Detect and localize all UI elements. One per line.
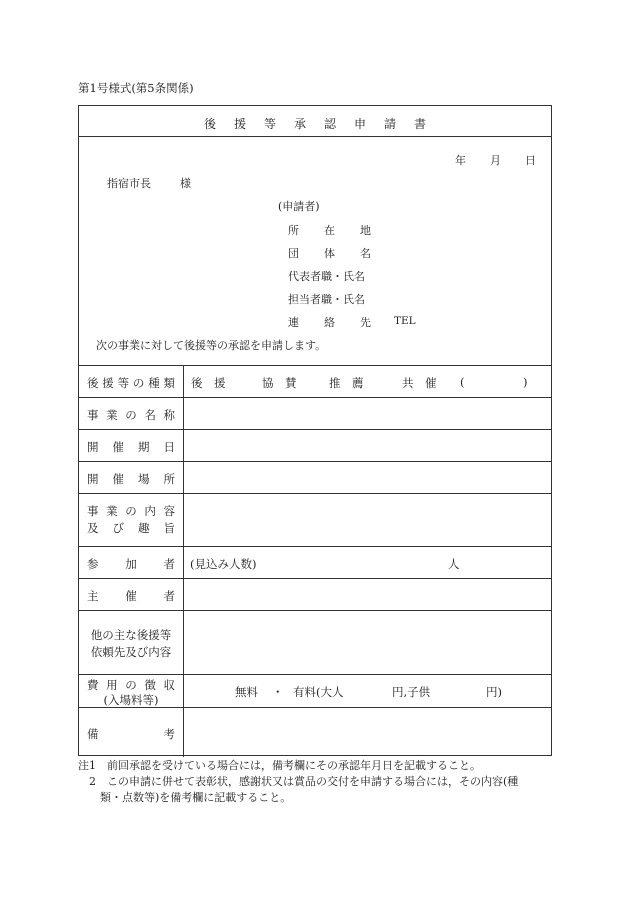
date-month: 月 xyxy=(490,154,501,167)
participants-unit: 人 xyxy=(448,557,460,571)
label-char: 及 xyxy=(87,521,99,535)
label-char: 業 xyxy=(106,504,118,518)
label-char: 等 xyxy=(117,376,130,390)
row-venue xyxy=(79,461,551,493)
request-sentence: 次の事業に対して後援等の承認を申請します。 xyxy=(96,339,327,352)
applicant-field-representative: 代表者職・氏名 xyxy=(288,270,365,283)
label-char: 所 xyxy=(163,472,175,486)
row-period xyxy=(79,429,551,461)
label-char: 費 xyxy=(87,678,99,692)
application-form xyxy=(78,105,552,756)
row-support-type xyxy=(79,365,551,397)
label-char: 業 xyxy=(106,408,118,422)
label-char: 用 xyxy=(106,678,118,692)
label-char: 内 xyxy=(144,504,156,518)
label-char: 参 xyxy=(87,557,99,571)
field-char: 在 xyxy=(324,224,335,237)
addressee: 指宿市長 xyxy=(107,177,151,190)
note-2-line1: 2 この申請に併せて表彰状，感謝状又は賞品の交付を申請する場合には，その内容(種 xyxy=(78,775,519,788)
option-kyousan[interactable]: 協 賛 xyxy=(262,376,297,390)
date-year: 年 xyxy=(455,154,466,167)
note-1: 注1 前回承認を受けている場合には，備考欄にその承認年月日を記載すること。 xyxy=(78,759,481,772)
title-char: 等 xyxy=(263,117,276,131)
other-support-label xyxy=(79,611,184,674)
option-kyousai[interactable]: 共 催 xyxy=(402,376,437,390)
option-suisen[interactable]: 推 薦 xyxy=(329,376,364,390)
field-char: 地 xyxy=(360,224,371,237)
other-close-paren: ) xyxy=(523,375,528,389)
label-char: 開 xyxy=(87,440,99,454)
project-name-label xyxy=(79,398,184,429)
label-char: の xyxy=(132,376,145,390)
other-support-label-line2: 依頼先及び内容 xyxy=(90,645,172,659)
label-char: 後 xyxy=(87,376,99,390)
label-char: の xyxy=(125,408,137,422)
label-char: 期 xyxy=(138,440,150,454)
estimated-count-label: (見込み人数) xyxy=(190,557,257,571)
remarks-label xyxy=(79,708,184,757)
addressee-honorific: 様 xyxy=(180,177,191,190)
fee-label-line2: (入場料等) xyxy=(103,693,159,707)
fee-dot: ・ xyxy=(272,685,284,699)
form-title xyxy=(79,115,551,132)
label-char: 場 xyxy=(138,472,150,486)
label-char: 収 xyxy=(163,678,175,692)
label-char: 名 xyxy=(144,408,156,422)
support-type-label xyxy=(79,366,184,397)
organizer-label xyxy=(79,579,184,610)
content-label xyxy=(79,494,184,546)
field-char: 絡 xyxy=(324,316,335,329)
applicant-label: (申請者) xyxy=(278,200,320,213)
row-fee xyxy=(79,674,551,707)
field-char: 名 xyxy=(360,247,371,260)
label-char: 備 xyxy=(87,727,99,741)
title-char: 申 xyxy=(354,117,367,131)
period-label xyxy=(79,430,184,461)
title-row xyxy=(79,106,551,137)
label-char: 徴 xyxy=(144,678,156,692)
field-char: 団 xyxy=(288,247,299,260)
field-char: 体 xyxy=(324,247,335,260)
label-char: 加 xyxy=(125,557,137,571)
label-char: 主 xyxy=(87,589,99,603)
fee-free-option[interactable]: 無料 xyxy=(235,685,258,699)
label-char: 催 xyxy=(125,589,137,603)
other-open-paren: ( xyxy=(460,375,465,389)
label-char: 考 xyxy=(163,727,175,741)
fee-paid-option[interactable]: 有料(大人 xyxy=(293,685,344,699)
venue-label xyxy=(79,462,184,493)
label-char: 援 xyxy=(102,376,114,390)
fee-label xyxy=(79,675,184,707)
label-char: 旨 xyxy=(163,521,175,535)
field-char: 連 xyxy=(288,316,299,329)
label-char: 開 xyxy=(87,472,99,486)
other-support-label-line1: 他の主な後援等 xyxy=(90,628,172,642)
title-char: 援 xyxy=(233,117,246,131)
label-char: 催 xyxy=(112,440,124,454)
label-char: 日 xyxy=(163,440,175,454)
date-day: 日 xyxy=(525,154,536,167)
label-char: 者 xyxy=(163,557,175,571)
form-number-label: 第1号様式(第5条関係) xyxy=(78,81,194,95)
title-char: 認 xyxy=(324,117,337,131)
title-char: 後 xyxy=(203,117,216,131)
label-char: び xyxy=(112,521,124,535)
applicant-field-contact-person: 担当者職・氏名 xyxy=(288,293,365,306)
label-char: 者 xyxy=(163,589,175,603)
row-organizer xyxy=(79,578,551,610)
note-2-line2: 類・点数等)を備考欄に記載すること。 xyxy=(78,791,292,804)
tel-label: TEL xyxy=(394,315,416,327)
label-char: 催 xyxy=(112,472,124,486)
fee-adult-yen: 円,子供 xyxy=(392,685,431,699)
label-char: 容 xyxy=(163,504,175,518)
field-char: 所 xyxy=(288,224,299,237)
label-char: 事 xyxy=(87,408,99,422)
title-char: 承 xyxy=(293,117,306,131)
row-participants xyxy=(79,546,551,578)
fee-child-yen: 円) xyxy=(486,685,502,699)
label-char: 事 xyxy=(87,504,99,518)
row-content xyxy=(79,493,551,546)
label-char: 種 xyxy=(148,376,160,390)
option-kouen[interactable]: 後 援 xyxy=(191,376,226,390)
label-char: の xyxy=(125,504,137,518)
participants-label xyxy=(79,547,184,578)
field-char: 先 xyxy=(360,316,371,329)
row-project-name xyxy=(79,397,551,429)
label-char: 称 xyxy=(163,408,175,422)
label-char: 趣 xyxy=(138,521,150,535)
label-char: の xyxy=(125,678,137,692)
title-char: 書 xyxy=(414,117,427,131)
row-other-support xyxy=(79,610,551,674)
row-remarks xyxy=(79,707,551,757)
label-char: 類 xyxy=(163,376,175,390)
title-char: 請 xyxy=(384,117,397,131)
